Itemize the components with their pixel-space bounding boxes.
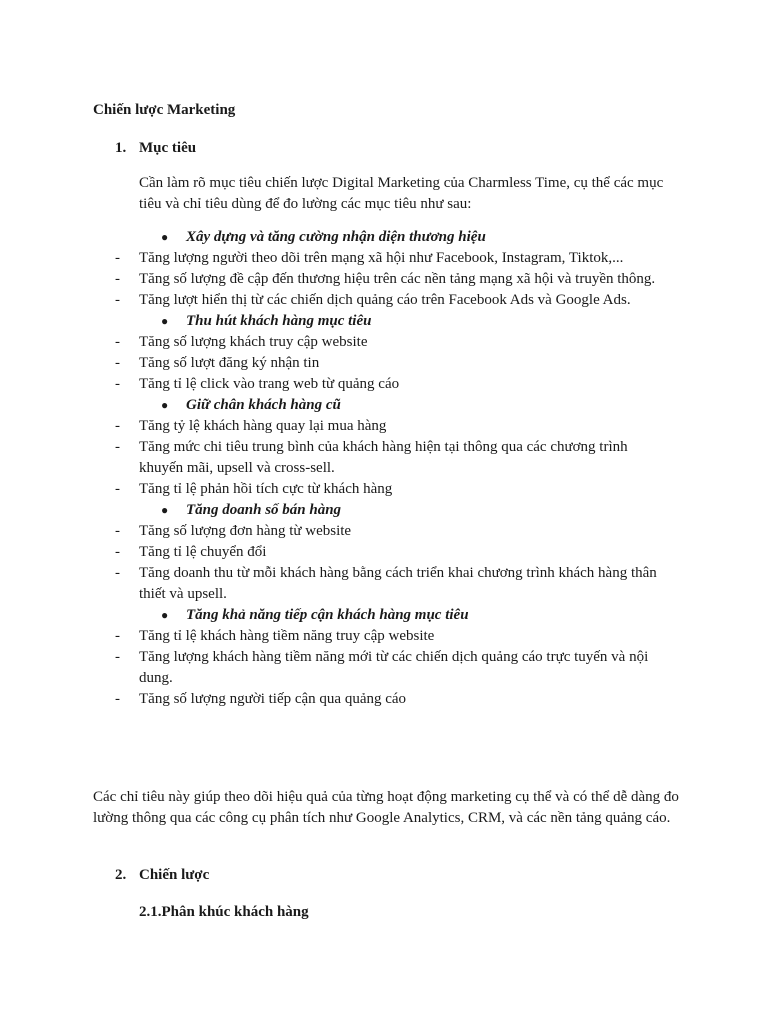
goal-bullet-heading xyxy=(0,395,768,416)
list-item xyxy=(0,563,768,605)
dash-marker: - xyxy=(115,649,120,665)
list-item-text: Tăng số lượng đề cập đến thương hiệu trên các nền tảng mạng xã hội và truyền thông. xyxy=(139,271,656,287)
dash-marker: - xyxy=(115,439,120,455)
list-item xyxy=(0,689,768,710)
bullet-icon: ● xyxy=(161,608,169,622)
dash-marker: - xyxy=(115,355,120,371)
dash-marker: - xyxy=(115,481,120,497)
dash-marker: - xyxy=(115,523,120,539)
goal-heading-label: Giữ chân khách hàng cũ xyxy=(186,397,341,413)
dash-marker: - xyxy=(115,292,120,308)
goal-heading-label: Xây dựng và tăng cường nhận diện thương hiệu xyxy=(186,229,486,245)
dash-marker: - xyxy=(115,565,120,581)
list-item-text: Tăng số lượt đăng ký nhận tin xyxy=(139,355,320,371)
list-item-text: Tăng lượng người theo dõi trên mạng xã hội như Facebook, Instagram, Tiktok,... xyxy=(139,250,624,266)
closing-paragraph: Các chỉ tiêu này giúp theo dõi hiệu quả của từng hoạt động marketing cụ thể và có thể dễ dàng đo lường thông qua các công cụ phân tích như Google Analytics, CRM, và các nền tảng quảng cáo. xyxy=(93,789,679,826)
goal-heading-label: Tăng doanh số bán hàng xyxy=(186,502,342,518)
bullet-icon: ● xyxy=(161,503,169,517)
list-item xyxy=(0,416,768,437)
goal-list xyxy=(0,227,768,710)
list-item-text: Tăng tỉ lệ chuyển đổi xyxy=(139,544,267,560)
section-number-1: 1. xyxy=(115,140,127,156)
goal-bullet-heading xyxy=(0,311,768,332)
intro-paragraph: Cần làm rõ mục tiêu chiến lược Digital Marketing của Charmless Time, cụ thể các mục tiêu và chỉ tiêu dùng để đo lường các mục tiêu như sau: xyxy=(139,175,664,212)
list-item-text: Tăng doanh thu từ mỗi khách hàng bằng cách triển khai chương trình khách hàng thân thiết và upsell. xyxy=(139,565,657,602)
list-item-text: Tăng lượt hiển thị từ các chiến dịch quảng cáo trên Facebook Ads và Google Ads. xyxy=(139,292,631,308)
section-number-2: 2. xyxy=(115,867,127,883)
section-heading-2 xyxy=(115,865,209,886)
dash-marker: - xyxy=(115,628,120,644)
bullet-icon: ● xyxy=(161,398,169,412)
dash-marker: - xyxy=(115,418,120,434)
list-item xyxy=(0,479,768,500)
list-item-text: Tăng số lượng người tiếp cận qua quảng cáo xyxy=(139,691,407,707)
list-item xyxy=(0,248,768,269)
goal-heading-label: Thu hút khách hàng mục tiêu xyxy=(186,313,372,329)
list-item xyxy=(0,542,768,563)
list-item-text: Tăng lượng khách hàng tiềm năng mới từ các chiến dịch quảng cáo trực tuyến và nội dung. xyxy=(139,649,649,686)
list-item-text: Tăng số lượng khách truy cập website xyxy=(139,334,368,350)
section-title-2: Chiến lược xyxy=(139,867,210,883)
dash-marker: - xyxy=(115,691,120,707)
list-item xyxy=(0,626,768,647)
bullet-icon: ● xyxy=(161,230,169,244)
goal-bullet-heading xyxy=(0,500,768,521)
list-item-text: Tăng tỷ lệ khách hàng quay lại mua hàng xyxy=(139,418,387,434)
list-item xyxy=(0,290,768,311)
dash-marker: - xyxy=(115,271,120,287)
goal-bullet-heading xyxy=(0,605,768,626)
section-title-1: Mục tiêu xyxy=(139,140,197,156)
list-item xyxy=(0,437,768,479)
list-item xyxy=(0,353,768,374)
bullet-icon: ● xyxy=(161,314,169,328)
document-title: Chiến lược Marketing xyxy=(93,102,236,118)
subsection-heading: 2.1.Phân khúc khách hàng xyxy=(139,904,309,920)
list-item-text: Tăng tỉ lệ phản hồi tích cực từ khách hàng xyxy=(139,481,393,497)
list-item xyxy=(0,521,768,542)
dash-marker: - xyxy=(115,334,120,350)
list-item xyxy=(0,374,768,395)
list-item-text: Tăng tỉ lệ click vào trang web từ quảng cáo xyxy=(139,376,400,392)
dash-marker: - xyxy=(115,544,120,560)
list-item-text: Tăng số lượng đơn hàng từ website xyxy=(139,523,352,539)
goal-heading-label: Tăng khả năng tiếp cận khách hàng mục tiêu xyxy=(186,607,469,623)
dash-marker: - xyxy=(115,250,120,266)
section-heading-1 xyxy=(115,138,196,159)
list-item xyxy=(0,647,768,689)
list-item xyxy=(0,269,768,290)
list-item xyxy=(0,332,768,353)
list-item-text: Tăng tỉ lệ khách hàng tiềm năng truy cập website xyxy=(139,628,435,644)
dash-marker: - xyxy=(115,376,120,392)
goal-bullet-heading xyxy=(0,227,768,248)
list-item-text: Tăng mức chi tiêu trung bình của khách hàng hiện tại thông qua các chương trình khuyến mãi, upsell và cross-sell. xyxy=(139,439,628,476)
